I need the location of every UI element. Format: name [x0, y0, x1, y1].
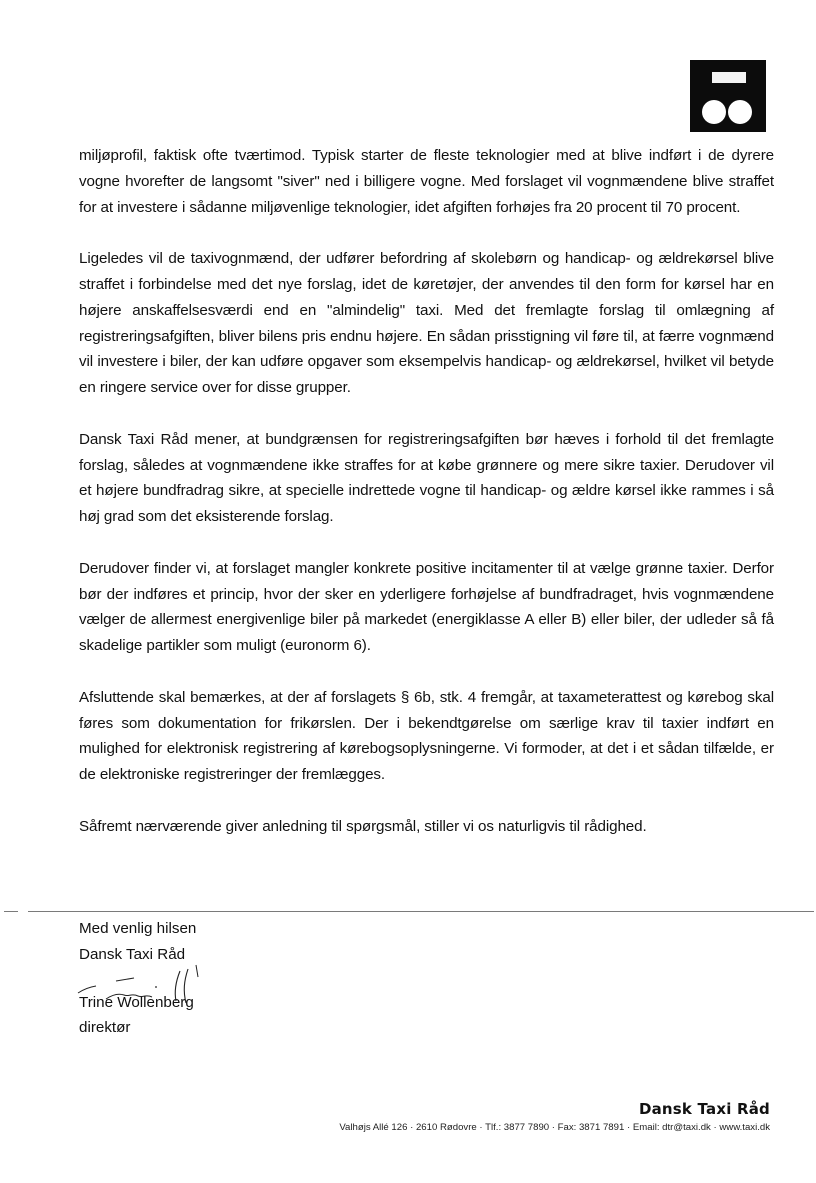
- divider: [4, 911, 18, 912]
- letter-body: [79, 143, 774, 865]
- logo-sign-box: [712, 72, 746, 83]
- logo-wheel-left: [702, 100, 726, 124]
- paragraph: Dansk Taxi Råd mener, at bundgrænsen for registreringsafgiften bør hæves i forhold til det fremlagte forslag, således at vognmændene ikke straffes for at købe grønnere og mere sikre taxier. Derudover vil et højere bundfradrag sikre, at specielle indrettede vogne til handicap- og ældre kørsel ikke rammes i så høj grad som det eksisterende forslag.: [79, 430, 774, 526]
- organization-name: Dansk Taxi Råd: [79, 945, 186, 963]
- taxi-logo-icon: [690, 60, 766, 132]
- paragraph: miljøprofil, faktisk ofte tværtimod. Typisk starter de fleste teknologier med at blive indført i de dyrere vogne hvorefter de langsomt "siver" ned i billigere vogne. Med forslaget vil vognmændene blive straffet for at investere i sådanne miljøvenlige teknologier, idet afgiften forhøjes fra 20 procent til 70 procent.: [79, 147, 774, 216]
- paragraph: Såfremt nærværende giver anledning til spørgsmål, stiller vi os naturligvis til rådighed.: [79, 817, 647, 835]
- paragraph: Derudover finder vi, at forslaget mangler konkrete positive incitamenter til at vælge grønne taxier. Derfor bør der indføres et princip, hvor der sker en yderligere forhøjelse af bundfradraget, hvis vognmændene vælger de allermest energivenlige biler på markedet (energiklasse A eller B) eller biler, der udleder så få skadelige partikler som muligt (euronorm 6).: [79, 559, 774, 655]
- paragraph: Afsluttende skal bemærkes, at der af forslagets § 6b, stk. 4 fremgår, at taxameterattest og kørebog skal føres som dokumentation for frikørslen. Der i bekendtgørelse om særlige krav til taxier indført en mulighed for elektronisk registrering af kørebogsoplysningerne. Vi formoder, at det i et sådan tilfælde, er de elektroniske registreringer der fremlægges.: [79, 688, 774, 784]
- signer-title: direktør: [79, 1019, 131, 1037]
- footer-contact-info: Valhøjs Allé 126 · 2610 Rødovre · Tlf.: 3877 7890 · Fax: 3871 7891 · Email: dtr@taxi.dk · www.taxi.dk: [339, 1122, 770, 1133]
- logo-wheel-right: [728, 100, 752, 124]
- handwritten-signature: [76, 963, 206, 1013]
- signer-name: Trine Wollenberg: [79, 993, 194, 1011]
- divider: [28, 911, 814, 912]
- salutation: Med venlig hilsen: [79, 920, 197, 937]
- footer-brand: Dansk Taxi Råd: [638, 1100, 770, 1118]
- paragraph: Ligeledes vil de taxivognmænd, der udfører befordring af skolebørn og handicap- og ældrekørsel blive straffet i forbindelse med det nye forslag, idet de køretøjer, der anvendes til den form for kørsel har en højere anskaffelsesværdi end en "almindelig" taxi. Med det fremlagte forslag til omlægning af registreringsafgiften, bliver bilens pris endnu højere. En sådan prisstigning vil føre til, at færre vognmænd vil investere i biler, der kan udføre opgaver som eksempelvis handicap- og ældrekørsel, hvilket vil betyde en ringere service over for disse grupper.: [79, 250, 774, 397]
